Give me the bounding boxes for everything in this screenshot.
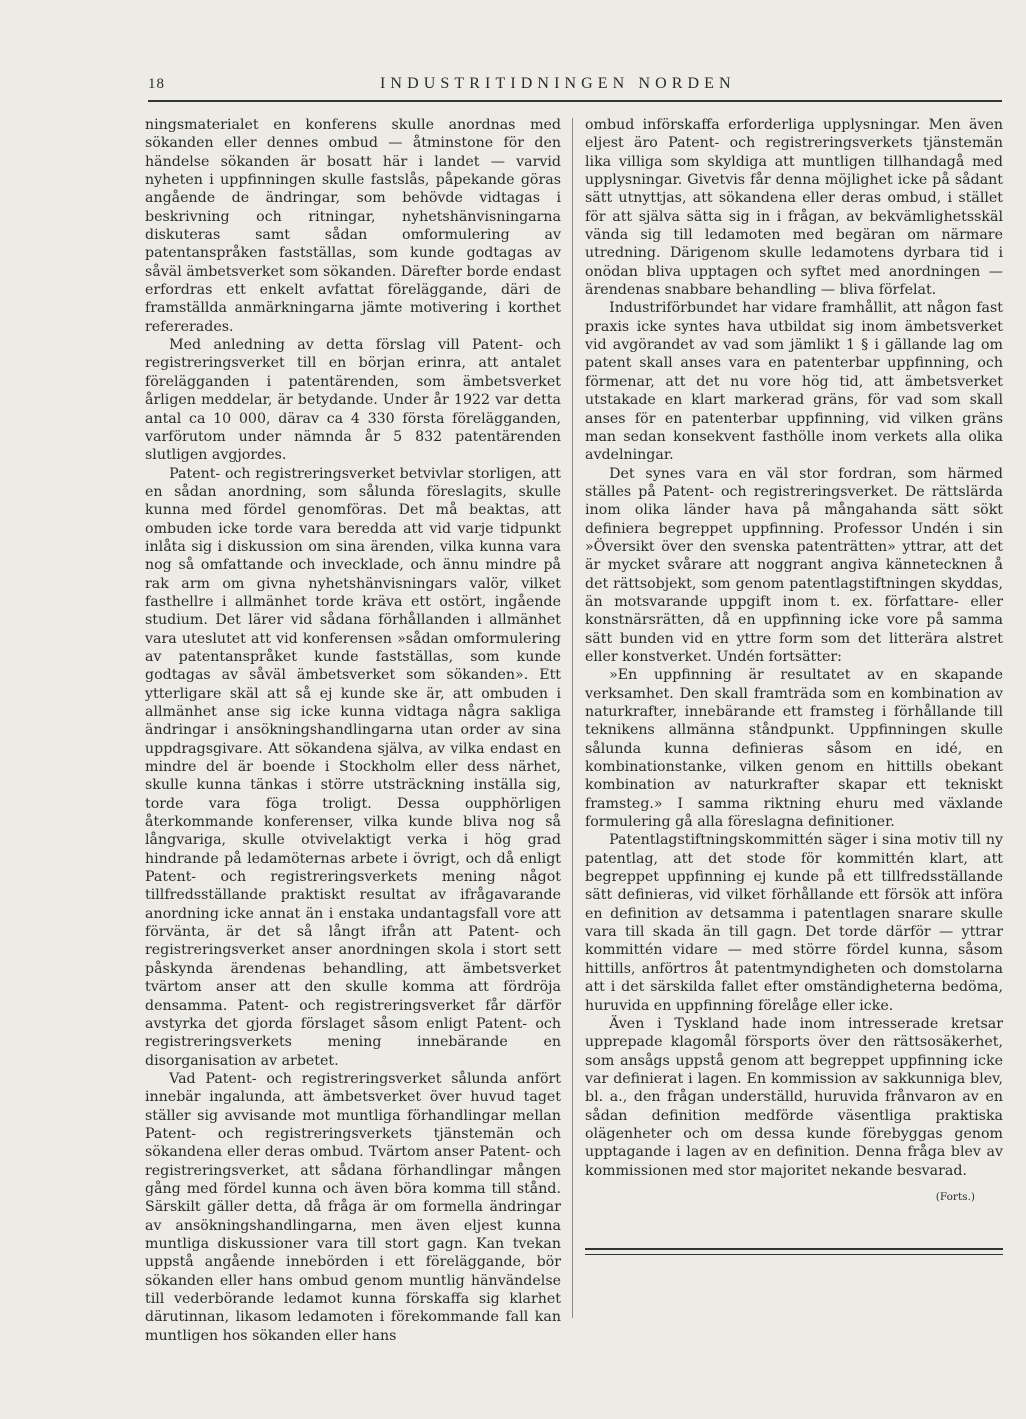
end-rule-thick [585,1248,1003,1250]
page-number: 18 [148,76,165,92]
right-column [585,116,1003,1206]
paragraph: ombud införskaffa erforderliga upplysningar. Men även eljest äro Patent- och registreringsverkets tjänstemän lika villiga som skyldiga att muntligen tillhandagå med upplysningar. Givetvis får denna möjlighet icke på sådant sätt utnyttjas, att sökandena eller deras ombud, i stället för att själva sätta sig in i frågan, av bekvämlighetsskäl vända sig till ledamoten med begäran om närmare utredning. Därigenom skulle ledamotens dyrbara tid i onödan bliva upptagen och syftet med anordningen — ärendenas snabbare behandling — bliva förfelat. [585,117,1003,299]
paragraph: »En uppfinning är resultatet av en skapande verksamhet. Den skall framträda som en kombination av naturkrafter, innebärande ett framsteg i förhållande till teknikens allmänna ståndpunkt. Uppfinningen skulle sålunda kunna definieras såsom en idé, en kombinationstanke, vilken genom en hittills obekant kombination av naturkrafter skapar ett tekniskt framsteg.» I samma riktning ehuru med växlande formulering gå alla föreslagna definitioner. [585,667,1003,831]
page-header [148,74,1002,102]
column-divider [572,118,573,1318]
paragraph: Även i Tyskland hade inom intresserade kretsar upprepade klagomål försports över den rättsosäkerhet, som ansågs uppstå genom att begreppet uppfinning icke var definierat i lagen. En kommission av sakkunniga blev, bl. a., den frågan underställd, huruvida frånvaron av en sådan definition medförde väsentliga praktiska olägenheter och om dessa kunde förebyggas genom upptagande i lagen av en definition. Denna fråga blev av kommissionen med stor majoritet nekande besvarad. [585,1015,1003,1179]
paragraph: ningsmaterialet en konferens skulle anordnas med sökanden eller dennes ombud — åtminstone för den händelse sökanden är bosatt här i landet — varvid nyheten i uppfinningen skulle fastslås, påpekande göras angående de ändringar, som behövde vidtagas i beskrivning och ritningar, nyhetshänvisningarna diskuteras samt sådan omformulering av patentanspråken fastställas, som kunde godtagas av såväl ämbetsverket som sökanden. Därefter borde endast erfordras ett enkelt avfattat föreläggande, däri de framställda anmärkningarna jämte motivering i korthet refererades. [145,117,561,335]
continued-note: (Forts.) [935,1190,975,1203]
paragraph: Det synes vara en väl stor fordran, som härmed ställes på Patent- och registreringsverket. De rättslärda inom olika länder hava på mångahanda sätt sökt definiera begreppet uppfinning. Professor Undén i sin »Översikt över den svenska patenträtten» yttrar, att det är mycket svårare att noggrant angiva kännetecknen å det rättsobjekt, som genom patentlagstiftningen skyddas, än motsvarande uppgift inom t. ex. författare- eller konstnärsrätten, då en uppfinning icke vore på samma sätt bunden vid en yttre form som det litterära alstret eller konstverket. Undén fortsätter: [585,465,1003,665]
end-rule-thin [585,1254,1003,1255]
paragraph: Patent- och registreringsverket betvivlar storligen, att en sådan anordning, som sålunda föreslagits, skulle kunna med fördel genomföras. Det må beaktas, att ombuden icke torde vara beredda att vid varje tidpunkt inlåta sig i diskussion om sina ärenden, vilka kunna vara nog så omfattande och invecklade, och ännu mindre på rak arm om givna nyhetshänvisningars valör, vilket fasthellre i allmänhet torde kräva ett ostört, ingående studium. Det lärer vid sådana förhållanden i allmänhet vara uteslutet att vid konferensen »sådan omformulering av patentanspråket kunde fastställas, som kunde godtagas av såväl ämbetsverket som sökanden». Ett ytterligare skäl att så ej kunde ske är, att ombuden i allmänhet anse sig icke kunna vidtaga några sakliga ändringar i ansökningshandlingarna utan order av sina uppdragsgivare. Att sökandena själva, av vilka endast en mindre del är boende i Stockholm eller dess närhet, skulle kunna tänkas i större utsträckning inställa sig, torde vara föga troligt. Dessa oupphörligen återkommande konferenser, vilka kunde bliva nog så långvariga, skulle otvivelaktigt verka i hög grad hindrande på ledamöternas arbete i övrigt, och då enligt Patent- och registreringsverkets mening något tillfredsställande praktiskt resultat av ifrågavarande anordning icke annat än i enstaka undantagsfall vore att förvänta, är det så långt ifrån att Patent- och registreringsverket anser anordningen skola i stort sett påskynda ärendenas behandling, att ämbetsverket tvärtom anser att den skulle komma att fördröja densamma. Patent- och registreringsverket får därför avstyrka det gjorda förslaget såsom enligt Patent- och registreringsverkets mening innebärande en disorganisation av arbetet. [145,465,561,1069]
left-column [145,116,561,1345]
paragraph: Vad Patent- och registreringsverket sålunda anfört innebär ingalunda, att ämbetsverket över huvud taget ställer sig avvisande mot muntliga förhandlingar mellan Patent- och registreringsverkets tjänstemän och sökandena eller deras ombud. Tvärtom anser Patent- och registreringsverket, att sådana förhandlingar mången gång med fördel kunna och även böra komma till stånd. Särskilt gäller detta, då fråga är om formella ändringar av ansökningshandlingarna, men även eljest kunna muntliga diskussioner vara till stort gagn. Kan tvekan uppstå angående innebörden i ett föreläggande, bör sökanden eller hans ombud genom muntlig hänvändelse till vederbörande ledamot kunna förskaffa sig klarhet därutinnan, likasom ledamoten i förekommande fall kan muntligen hos sökanden eller hans [145,1070,561,1344]
publication-title: INDUSTRITIDNINGEN NORDEN [380,75,736,92]
paragraph: Patentlagstiftningskommittén säger i sina motiv till ny patentlag, att det stode för kommittén klart, att begreppet uppfinning ej kunde på ett tillfredsställande sätt definieras, vid vilket förhållande ett försök att införa en definition av detsamma i patentlagen snarare skulle vara till skada än till gagn. Det torde därför — yttrar kommittén vidare — med större fördel kunna, såsom hittills, anförtros åt patentmyndigheten och domstolarna att i det särskilda fallet efter omständigheterna bedöma, huruvida en uppfinning förelåge eller icke. [585,832,1003,1014]
paragraph: Med anledning av detta förslag vill Patent- och registreringsverket till en början erinra, att antalet förelägganden i patentärenden, som ämbetsverket årligen meddelar, är betydande. Under år 1922 var detta antal ca 10 000, därav ca 4 330 första förelägganden, varförutom under nämnda år 5 832 patentärenden slutligen avgjordes. [145,337,561,464]
paragraph: Industriförbundet har vidare framhållit, att någon fast praxis icke syntes hava utbildat sig inom ämbetsverket vid avgörandet av vad som jämlikt 1 § i gällande lag om patent skall anses vara en patenterbar uppfinning, och förmenar, att det nu vore hög tid, att ämbetsverket utstakade en klart markerad gräns, för vad som skall anses för en patenterbar uppfinning, vid vilken gräns man sedan konsekvent fasthölle inom verkets alla olika avdelningar. [585,300,1003,464]
